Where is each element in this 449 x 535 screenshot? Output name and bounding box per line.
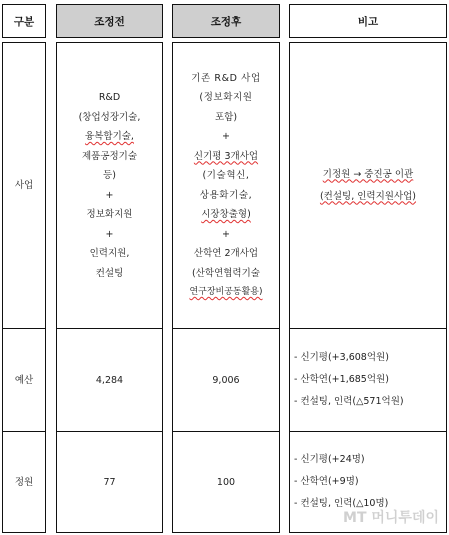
cell-line: - 신기평(+24명) (294, 454, 365, 465)
cell-line: 제품공정기술 (81, 150, 138, 162)
header-before (56, 4, 163, 38)
row-budget-before (56, 329, 163, 431)
cell-line: - 컨설팅, 인력(△10명) (294, 498, 389, 509)
cell-line: - 산학연(+1,685억원) (294, 374, 389, 385)
row-budget-after (172, 329, 280, 431)
watermark-logo (343, 507, 439, 527)
row-label: 예산 (14, 374, 34, 386)
cell-line: (기술혁신, (202, 170, 250, 181)
cell-line: - 컨설팅, 인력(△571억원) (294, 396, 404, 407)
header-after (172, 4, 280, 38)
row-staff-after (172, 432, 280, 532)
row-business-note (289, 43, 447, 328)
cell-line: 포함) (214, 111, 238, 123)
header-after-label: 조정후 (210, 15, 242, 28)
header-category-label: 구분 (13, 15, 35, 28)
row-staff-before (56, 432, 163, 532)
cell-line: - 산학연(+9명) (294, 476, 359, 487)
cell-line: (정보화지원 (199, 92, 253, 103)
header-note-label: 비고 (357, 15, 379, 28)
cell-line: 상용화기술, (199, 189, 253, 201)
watermark-text: MT 머니투데이 (343, 510, 439, 526)
row-label: 사업 (14, 180, 34, 191)
cell-line: 시장창출형) (201, 209, 251, 220)
cell-line: + (222, 228, 230, 240)
cell-value: 100 (216, 476, 236, 488)
cell-line: + (105, 228, 114, 240)
header-category (2, 4, 46, 38)
cell-line: 산학연 2개사업 (193, 248, 259, 259)
cell-line: R&D (98, 92, 121, 103)
cell-line: 정보화지원 (86, 209, 133, 220)
cell-line: 컨설팅 (95, 267, 124, 279)
row-budget-label (2, 329, 46, 431)
cell-line: + (222, 131, 230, 142)
cell-line: 융복합기술, (85, 131, 134, 142)
cell-line: 기존 R&D 사업 (191, 72, 261, 84)
row-business-after (172, 43, 280, 328)
cell-line: 연구장비공동활용) (189, 287, 263, 297)
cell-line: (창업성장기술, (78, 111, 141, 123)
cell-value: 9,006 (212, 374, 240, 386)
row-business-label (2, 43, 46, 328)
cell-line: (산학연협력기술 (192, 267, 260, 279)
cell-line: + (105, 189, 114, 201)
cell-line: 등) (103, 170, 116, 181)
cell-value: 4,284 (95, 374, 124, 386)
cell-line: 신기평 3개사업 (193, 150, 259, 162)
row-label: 정원 (14, 476, 34, 488)
cell-line: - 신기평(+3,608억원) (294, 352, 389, 363)
cell-value: 77 (103, 476, 116, 488)
cell-line: 인력지원, (89, 248, 130, 259)
row-staff-label (2, 432, 46, 532)
header-note (289, 4, 447, 38)
row-budget-note (294, 329, 444, 431)
header-before-label: 조정전 (94, 15, 125, 28)
cell-line: 기정원 → 중진공 이관 (322, 168, 414, 180)
cell-line: (컨설팅, 인력지원사업) (319, 190, 417, 202)
row-business-before (56, 43, 163, 328)
